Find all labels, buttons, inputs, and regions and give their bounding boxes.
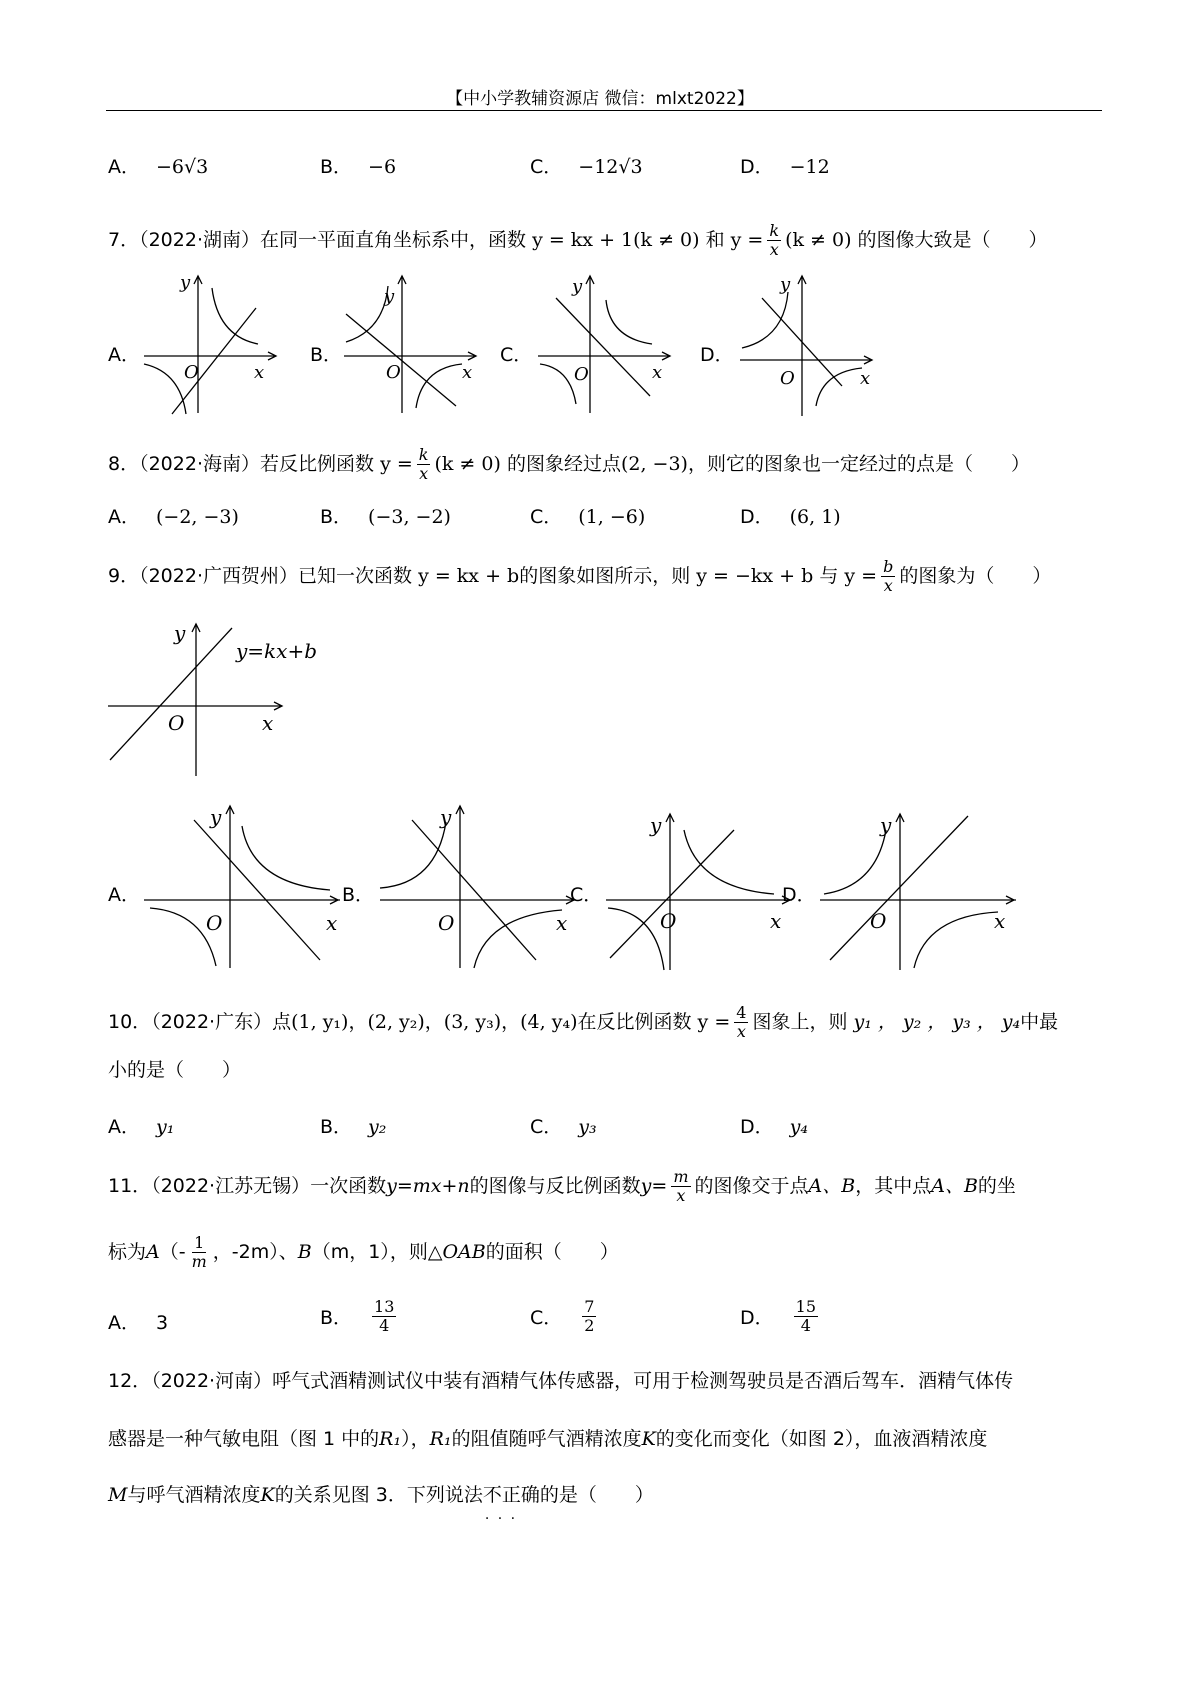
q11-option-a[interactable]: A． 3 xyxy=(108,1312,169,1334)
question-9: 9．（2022·广西贺州）已知一次函数 y = kx + b的图象如图所示，则 y = −kx + b 与 y = $\frac{b}{x}$ 的图象为（ ） xyxy=(108,557,1052,595)
q8-option-a[interactable]: A． (−2, −3) xyxy=(108,506,239,528)
question-10-line-2: 小的是（ ） xyxy=(108,1059,242,1081)
q10-option-a[interactable]: A． y₁ xyxy=(108,1116,175,1138)
q7-option-c-label[interactable]: C． xyxy=(500,344,533,366)
q9-graph-d xyxy=(818,808,1018,978)
q8-option-c[interactable]: C． (1, −6) xyxy=(530,506,646,528)
q10-option-d[interactable]: D． y₄ xyxy=(740,1116,808,1138)
q9d-y-label: y xyxy=(880,813,892,837)
q7-option-b-label[interactable]: B． xyxy=(310,344,343,366)
q7d-y-label: y xyxy=(780,274,791,295)
q6-option-b[interactable]: B． −6 xyxy=(320,156,397,178)
q9-graph-c xyxy=(604,808,794,978)
q10-option-c[interactable]: C． y₃ xyxy=(530,1116,597,1138)
q9b-y-label: y xyxy=(440,805,452,829)
q7a-origin-label: O xyxy=(184,362,199,383)
page-header: 【中小学教辅资源店 微信：mlxt2022】 xyxy=(446,89,754,109)
q10-option-b[interactable]: B． y₂ xyxy=(320,1116,387,1138)
q9-graph-b xyxy=(376,800,576,970)
q9-ref-origin-label: O xyxy=(168,711,185,735)
q9a-y-label: y xyxy=(210,805,222,829)
q9-ref-y-label: y xyxy=(174,621,186,645)
q7-graph-a xyxy=(136,268,286,418)
q9-option-d-label[interactable]: D． xyxy=(782,884,816,906)
q9-graph-a xyxy=(140,800,340,970)
question-11: 11．（2022·江苏无锡）一次函数y=mx+n的图像与反比例函数y= $\frac{m}{x}$ 的图像交于点A、B，其中点A、B的坐 xyxy=(108,1167,1016,1205)
q9-option-c-label[interactable]: C． xyxy=(570,884,603,906)
q11-option-d[interactable]: D． $\frac{15}{4}$ xyxy=(740,1297,816,1335)
emphasis-not-correct: 不正确 · · · xyxy=(483,1480,540,1510)
q7b-origin-label: O xyxy=(386,362,401,383)
q9-ref-line-label: y=kx+b xyxy=(236,639,318,663)
header-rule xyxy=(106,110,1102,111)
q9-reference-graph xyxy=(106,618,356,778)
q9-option-a-label[interactable]: A． xyxy=(108,884,140,906)
q7-graph-d xyxy=(732,268,882,418)
q7-graph-c xyxy=(530,268,680,418)
q9c-x-label: x xyxy=(770,909,782,933)
q9c-y-label: y xyxy=(650,813,662,837)
q7-option-d-label[interactable]: D． xyxy=(700,344,734,366)
q6-option-a[interactable]: A． −6√3 xyxy=(108,156,209,178)
q7d-x-label: x xyxy=(860,368,871,389)
q9a-origin-label: O xyxy=(206,911,223,935)
q9-option-b-label[interactable]: B． xyxy=(342,884,375,906)
q11-option-b[interactable]: B． $\frac{13}{4}$ xyxy=(320,1297,395,1335)
question-12-line-2: 感器是一种气敏电阻（图 1 中的R₁），R₁的阻值随呼气酒精浓度K的变化而变化（如图 2），血液酒精浓度 xyxy=(108,1428,988,1450)
question-7: 7．（2022·湖南）在同一平面直角坐标系中，函数 y = kx + 1(k ≠ 0) 和 y = $\frac{k}{x}$ (k ≠ 0) 的图像大致是（ ） xyxy=(108,221,1048,259)
q9d-origin-label: O xyxy=(870,909,887,933)
q7-graph-b xyxy=(336,268,486,418)
q7c-y-label: y xyxy=(572,276,583,297)
q9a-x-label: x xyxy=(326,911,338,935)
question-11-line-2: 标为A（- $\frac{1}{m}$ ，-2m）、B（m，1），则△OAB的面积（ ） xyxy=(108,1233,619,1271)
q6-option-c[interactable]: C． −12√3 xyxy=(530,156,643,178)
q9b-origin-label: O xyxy=(438,911,455,935)
question-10: 10．（2022·广东）点(1, y₁)，(2, y₂)，(3, y₃)，(4, y₄)在反比例函数 y = $\frac{4}{x}$ 图象上，则 y₁ ， y₂ ， y₃ ， y₄中最 xyxy=(108,1003,1059,1041)
q7c-x-label: x xyxy=(652,362,663,383)
q9b-x-label: x xyxy=(556,911,568,935)
q9-ref-x-label: x xyxy=(262,711,274,735)
q8-option-b[interactable]: B． (−3, −2) xyxy=(320,506,451,528)
q7a-x-label: x xyxy=(254,362,265,383)
question-12: 12．（2022·河南）呼气式酒精测试仪中装有酒精气体传感器，可用于检测驾驶员是否酒后驾车．酒精气体传 xyxy=(108,1370,1014,1392)
q7a-y-label: y xyxy=(180,272,191,293)
q7-option-a-label[interactable]: A． xyxy=(108,344,140,366)
question-12-line-3: M与呼气酒精浓度K的关系见图 3．下列说法不正确 · · ·的是（ ） xyxy=(108,1480,1102,1510)
q7b-y-label: y xyxy=(384,286,395,307)
q11-option-c[interactable]: C． $\frac{7}{2}$ xyxy=(530,1297,595,1335)
q7c-origin-label: O xyxy=(574,364,589,385)
q9d-x-label: x xyxy=(994,909,1006,933)
q7b-x-label: x xyxy=(462,362,473,383)
q7d-origin-label: O xyxy=(780,368,795,389)
q8-option-d[interactable]: D． (6, 1) xyxy=(740,506,841,528)
q9c-origin-label: O xyxy=(660,909,677,933)
question-8: 8．（2022·海南）若反比例函数 y = $\frac{k}{x}$ (k ≠ 0) 的图象经过点(2, −3)，则它的图象也一定经过的点是（ ） xyxy=(108,445,1030,483)
q6-option-d[interactable]: D． −12 xyxy=(740,156,830,178)
